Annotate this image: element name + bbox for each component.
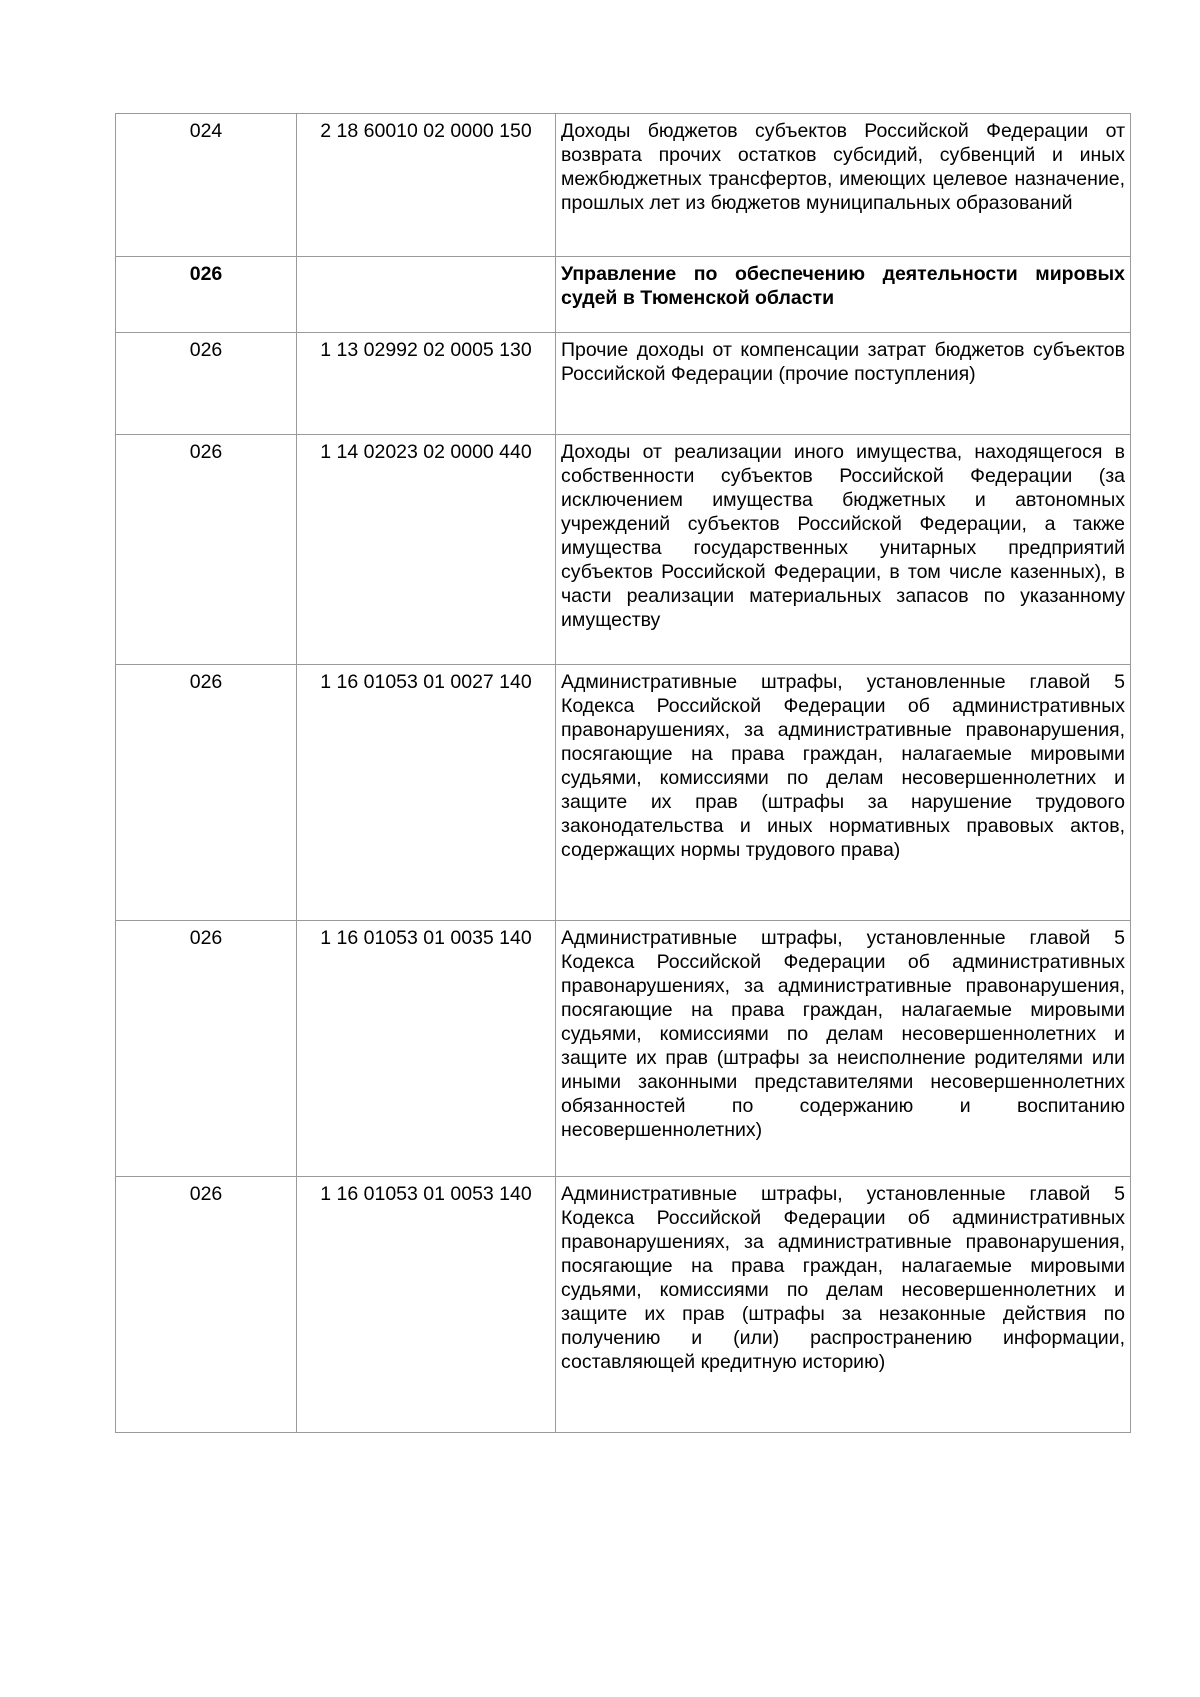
revenue-name-cell: Прочие доходы от компенсации затрат бюджетов субъектов Российской Федерации (прочие поступления) <box>556 333 1131 435</box>
revenue-code-cell: 1 16 01053 01 0053 140 <box>297 1177 556 1433</box>
admin-code-cell: 024 <box>116 114 297 257</box>
table-row <box>116 435 1131 665</box>
revenue-code-cell <box>297 257 556 333</box>
admin-code-cell: 026 <box>116 257 297 333</box>
revenue-code-cell: 1 16 01053 01 0035 140 <box>297 921 556 1177</box>
table-row <box>116 921 1131 1177</box>
revenue-name-cell: Доходы бюджетов субъектов Российской Федерации от возврата прочих остатков субсидий, субвенций и иных межбюджетных трансфертов, имеющих целевое назначение, прошлых лет из бюджетов муниципальных образований <box>556 114 1131 257</box>
revenue-code-cell: 2 18 60010 02 0000 150 <box>297 114 556 257</box>
revenue-name-cell: Административные штрафы, установленные главой 5 Кодекса Российской Федерации об административных правонарушениях, за административные правонарушения, посягающие на права граждан, налагаемые мировыми судьями, комиссиями по делам несовершеннолетних и защите их прав (штрафы за нарушение трудового законодательства и иных нормативных правовых актов, содержащих нормы трудового права) <box>556 665 1131 921</box>
revenue-code-cell: 1 16 01053 01 0027 140 <box>297 665 556 921</box>
table-row-header-agency <box>116 257 1131 333</box>
table-row <box>116 114 1131 257</box>
revenue-name-cell: Административные штрафы, установленные главой 5 Кодекса Российской Федерации об административных правонарушениях, за административные правонарушения, посягающие на права граждан, налагаемые мировыми судьями, комиссиями по делам несовершеннолетних и защите их прав (штрафы за неисполнение родителями или иными законными представителями несовершеннолетних обязанностей по содержанию и воспитанию несовершеннолетних) <box>556 921 1131 1177</box>
table-row <box>116 665 1131 921</box>
revenue-codes-table <box>115 113 1131 1433</box>
revenue-code-cell: 1 13 02992 02 0005 130 <box>297 333 556 435</box>
admin-code-cell: 026 <box>116 435 297 665</box>
admin-code-cell: 026 <box>116 665 297 921</box>
agency-name-cell: Управление по обеспечению деятельности мировых судей в Тюменской области <box>556 257 1131 333</box>
admin-code-cell: 026 <box>116 333 297 435</box>
table-row <box>116 333 1131 435</box>
revenue-code-cell: 1 14 02023 02 0000 440 <box>297 435 556 665</box>
table-row <box>116 1177 1131 1433</box>
admin-code-cell: 026 <box>116 921 297 1177</box>
revenue-name-cell: Административные штрафы, установленные главой 5 Кодекса Российской Федерации об административных правонарушениях, за административные правонарушения, посягающие на права граждан, налагаемые мировыми судьями, комиссиями по делам несовершеннолетних и защите их прав (штрафы за незаконные действия по получению и (или) распространению информации, составляющей кредитную историю) <box>556 1177 1131 1433</box>
revenue-name-cell: Доходы от реализации иного имущества, находящегося в собственности субъектов Российской Федерации (за исключением имущества бюджетных и автономных учреждений субъектов Российской Федерации, а также имущества государственных унитарных предприятий субъектов Российской Федерации, в том числе казенных), в части реализации материальных запасов по указанному имуществу <box>556 435 1131 665</box>
admin-code-cell: 026 <box>116 1177 297 1433</box>
